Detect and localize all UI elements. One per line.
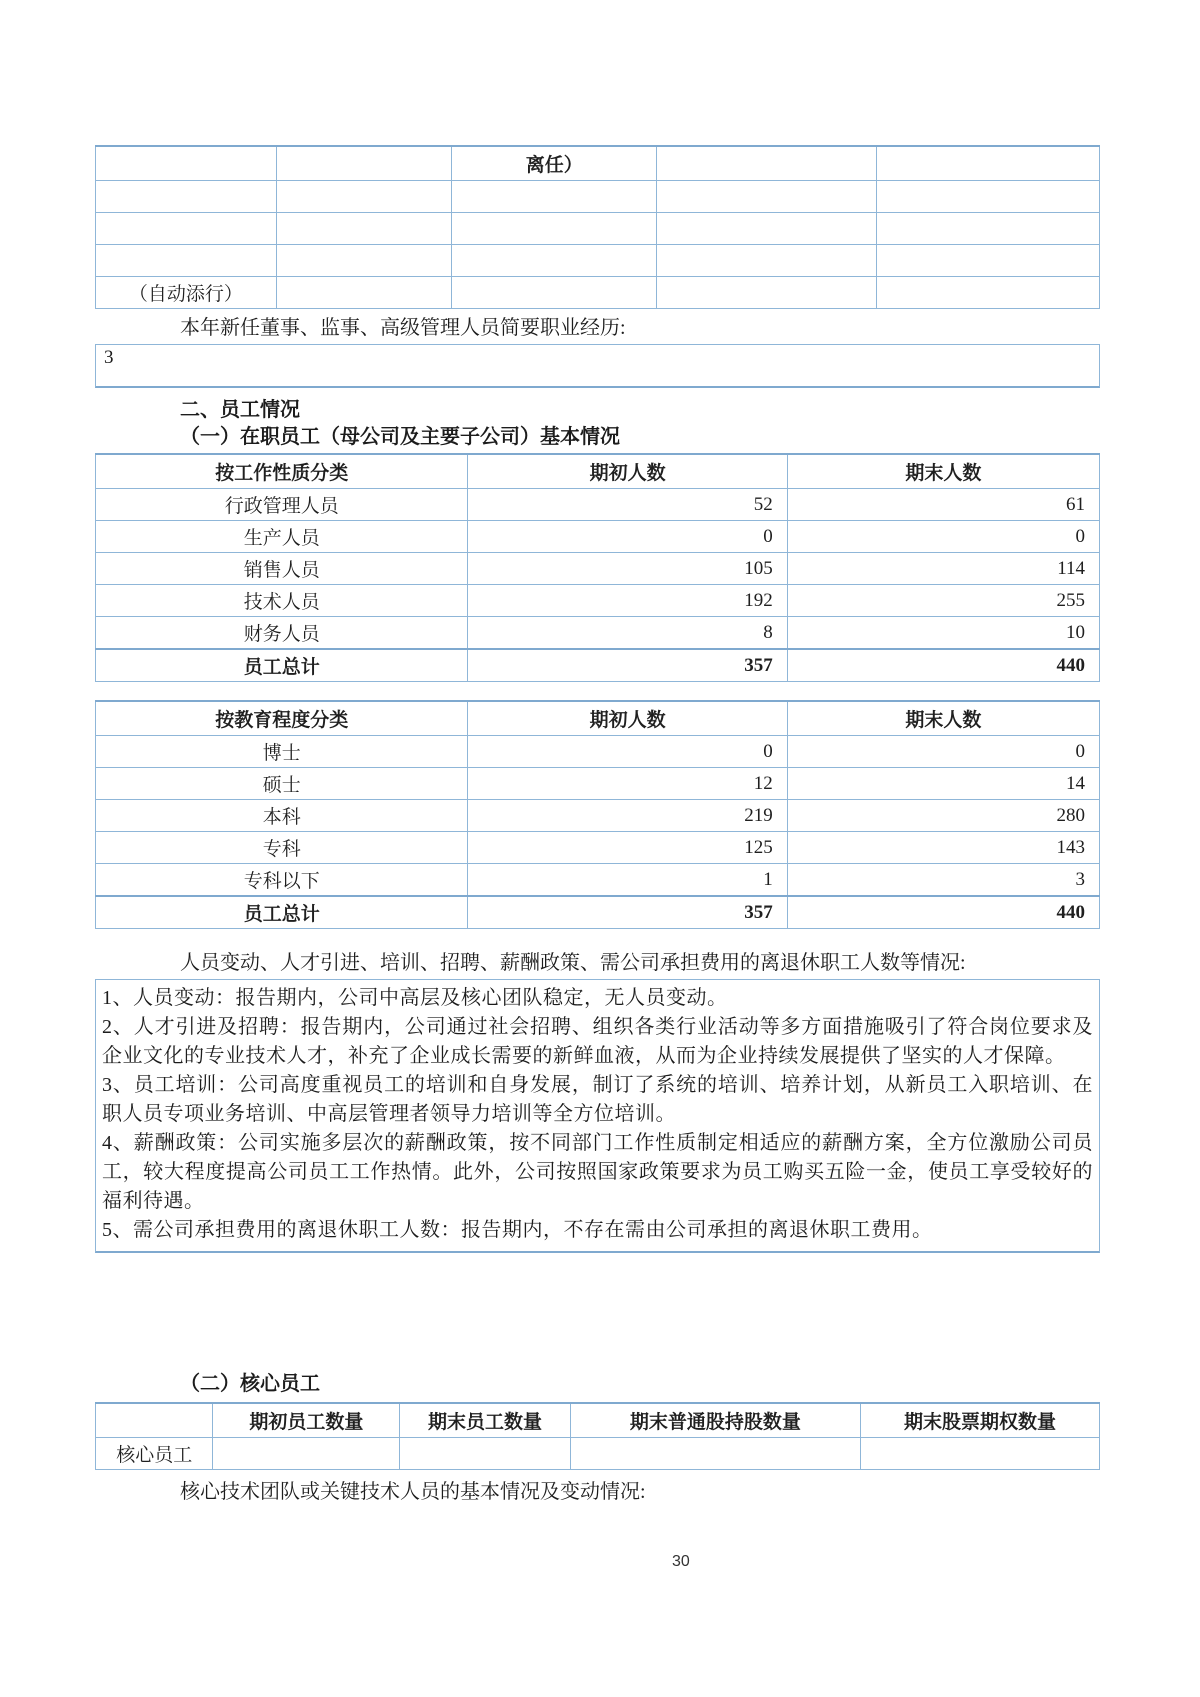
- bio-note-box: 3: [95, 344, 1100, 388]
- start-count: 0: [468, 521, 787, 553]
- table-cell: [657, 277, 877, 309]
- subsection-title-active-employees: （一）在职员工（母公司及主要子公司）基本情况: [180, 426, 620, 448]
- table-row: [96, 768, 1100, 800]
- end-count: 10: [787, 617, 1099, 650]
- start-count: 125: [468, 832, 787, 864]
- total-end-count: 440: [787, 896, 1099, 929]
- table-total-row: [96, 649, 1100, 682]
- hr-paragraph-2: 2、人才引进及招聘：报告期内，公司通过社会招聘、组织各类行业活动等多方面措施吸引了符合岗位要求及企业文化的专业技术人才，补充了企业成长需要的新鲜血液，从而为企业持续发展提供了坚实的人才保障。: [102, 1016, 1093, 1067]
- row-label: 行政管理人员: [96, 489, 468, 521]
- end-count: 3: [787, 864, 1099, 897]
- table-cell: [276, 181, 452, 213]
- total-label: 员工总计: [96, 896, 468, 929]
- end-count: 280: [787, 800, 1099, 832]
- table-cell: [276, 277, 452, 309]
- table-row: [96, 617, 1100, 650]
- table-cell: [213, 1438, 400, 1470]
- column-header: 期末人数: [787, 701, 1099, 736]
- row-label: 销售人员: [96, 553, 468, 585]
- table-cell: [570, 1438, 860, 1470]
- page-number: 30: [672, 1553, 690, 1570]
- table-row: [96, 245, 1100, 277]
- table-cell: [877, 181, 1100, 213]
- column-header: 期初人数: [468, 454, 787, 489]
- table-row: [96, 277, 1100, 309]
- column-header: 按教育程度分类: [96, 701, 468, 736]
- table-cell: [96, 146, 277, 181]
- table-cell: [96, 181, 277, 213]
- table-cell: [877, 245, 1100, 277]
- table-row: [96, 521, 1100, 553]
- table-row: [96, 585, 1100, 617]
- total-label: 员工总计: [96, 649, 468, 682]
- end-count: 0: [787, 736, 1099, 768]
- employees-by-education-table: [95, 700, 1100, 929]
- table-cell: [96, 245, 277, 277]
- column-header: 期末人数: [787, 454, 1099, 489]
- hr-paragraph-5: 5、需公司承担费用的离退休职工人数：报告期内，不存在需由公司承担的离退休职工费用。: [102, 1219, 933, 1241]
- table-row: [96, 1438, 1100, 1470]
- table-cell: [861, 1438, 1100, 1470]
- hr-policy-box: [95, 979, 1100, 1253]
- total-start-count: 357: [468, 649, 787, 682]
- start-count: 8: [468, 617, 787, 650]
- table-row: [96, 800, 1100, 832]
- end-count: 0: [787, 521, 1099, 553]
- end-count: 143: [787, 832, 1099, 864]
- start-count: 219: [468, 800, 787, 832]
- table-row: [96, 736, 1100, 768]
- table-cell: [96, 213, 277, 245]
- table-cell: [657, 213, 877, 245]
- start-count: 192: [468, 585, 787, 617]
- table-cell: [657, 181, 877, 213]
- table-header-row: [96, 454, 1100, 489]
- row-label: 专科以下: [96, 864, 468, 897]
- table-row: [96, 489, 1100, 521]
- table-cell: [657, 245, 877, 277]
- column-header: 期末股票期权数量: [861, 1403, 1100, 1438]
- total-end-count: 440: [787, 649, 1099, 682]
- column-header: 按工作性质分类: [96, 454, 468, 489]
- section-title-employees: 二、员工情况: [180, 399, 300, 421]
- end-count: 255: [787, 585, 1099, 617]
- hr-paragraph-3: 3、员工培训：公司高度重视员工的培训和自身发展，制订了系统的培训、培养计划，从新员工入职培训、在职人员专项业务培训、中高层管理者领导力培训等全方位培训。: [102, 1074, 1093, 1125]
- row-label: 硕士: [96, 768, 468, 800]
- table-row: [96, 832, 1100, 864]
- row-label: 财务人员: [96, 617, 468, 650]
- table-cell: [877, 277, 1100, 309]
- table-cell: [657, 146, 877, 181]
- core-employees-table: [95, 1402, 1100, 1470]
- row-label: 生产人员: [96, 521, 468, 553]
- hr-policy-intro: 人员变动、人才引进、培训、招聘、薪酬政策、需公司承担费用的离退休职工人数等情况:: [180, 952, 966, 974]
- row-label: 技术人员: [96, 585, 468, 617]
- table-row: [96, 181, 1100, 213]
- table-cell: [452, 277, 657, 309]
- row-label: 博士: [96, 736, 468, 768]
- table-header-row: [96, 701, 1100, 736]
- end-count: 114: [787, 553, 1099, 585]
- table-cell: [452, 181, 657, 213]
- start-count: 12: [468, 768, 787, 800]
- table-row: [96, 864, 1100, 897]
- column-header: 期初员工数量: [213, 1403, 400, 1438]
- table-cell: [276, 146, 452, 181]
- officers-table: [95, 145, 1100, 309]
- table-cell: [276, 213, 452, 245]
- table-cell: [877, 213, 1100, 245]
- table-cell: [400, 1438, 571, 1470]
- end-count: 61: [787, 489, 1099, 521]
- table-cell: [276, 245, 452, 277]
- new-officers-bio-label: 本年新任董事、监事、高级管理人员简要职业经历:: [180, 317, 626, 339]
- table-row: [96, 213, 1100, 245]
- table-row: [96, 146, 1100, 181]
- subsection-title-core-employees: （二）核心员工: [180, 1373, 320, 1395]
- hr-paragraph-4: 4、薪酬政策：公司实施多层次的薪酬政策，按不同部门工作性质制定相适应的薪酬方案，全方位激励公司员工，较大程度提高公司员工工作热情。此外，公司按照国家政策要求为员工购买五险一金，使员工享受较好的福利待遇。: [102, 1132, 1093, 1212]
- start-count: 52: [468, 489, 787, 521]
- row-label: 专科: [96, 832, 468, 864]
- core-team-note: 核心技术团队或关键技术人员的基本情况及变动情况:: [180, 1481, 646, 1503]
- column-header: 期初人数: [468, 701, 787, 736]
- table-total-row: [96, 896, 1100, 929]
- row-label: 本科: [96, 800, 468, 832]
- total-start-count: 357: [468, 896, 787, 929]
- auto-add-row-label: （自动添行）: [96, 277, 277, 309]
- page-content: [95, 145, 1100, 1505]
- start-count: 1: [468, 864, 787, 897]
- table-cell: [877, 146, 1100, 181]
- table-cell: [452, 213, 657, 245]
- hr-paragraph-1: 1、人员变动：报告期内，公司中高层及核心团队稳定，无人员变动。: [102, 987, 728, 1009]
- employees-by-job-table: [95, 453, 1100, 682]
- empty-corner-cell: [96, 1403, 213, 1438]
- column-header: 期末员工数量: [400, 1403, 571, 1438]
- column-header: 期末普通股持股数量: [570, 1403, 860, 1438]
- row-label: 核心员工: [96, 1438, 213, 1470]
- start-count: 105: [468, 553, 787, 585]
- end-count: 14: [787, 768, 1099, 800]
- table-cell: [452, 245, 657, 277]
- table-header-row: [96, 1403, 1100, 1438]
- officers-status-header: 离任）: [452, 146, 657, 181]
- table-row: [96, 553, 1100, 585]
- start-count: 0: [468, 736, 787, 768]
